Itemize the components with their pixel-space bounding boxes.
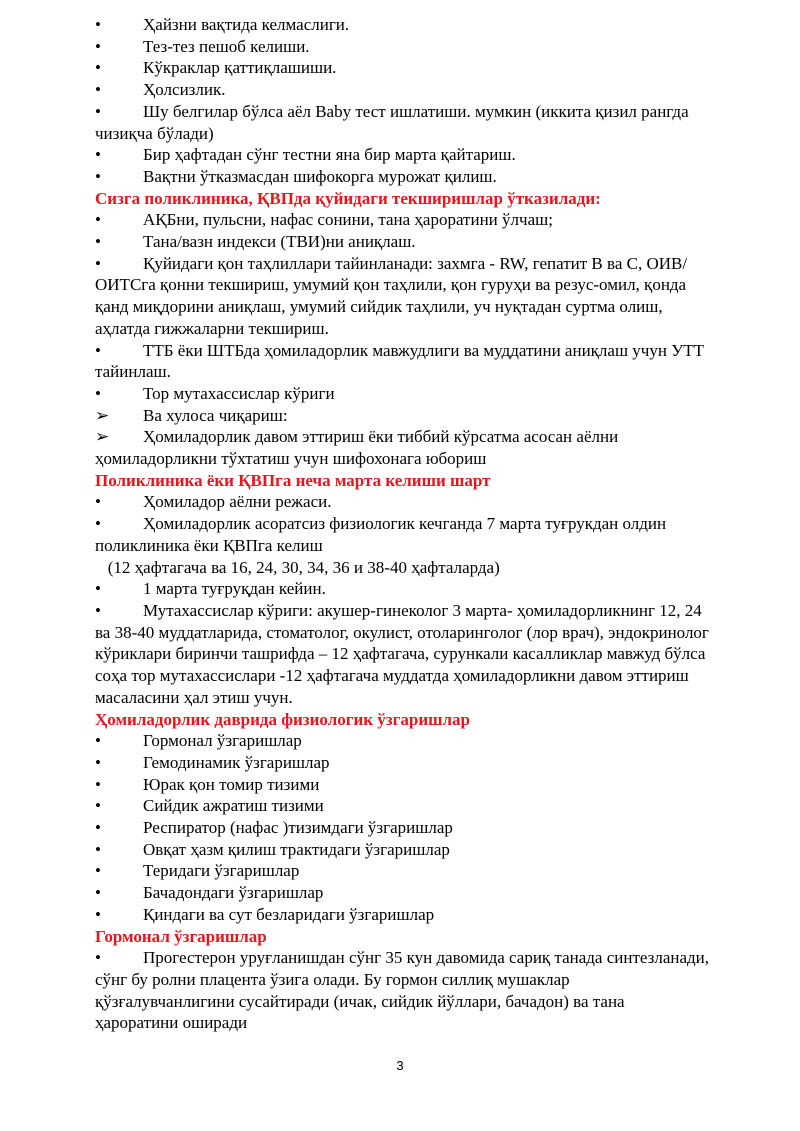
list-item-text: АҚБни, пульсни, нафас сонини, тана ҳароратини ўлчаш; (143, 210, 553, 230)
list-item-text: Гемодинамик ўзгаришлар (143, 752, 330, 772)
list-item-text: Юрак қон томир тизими (143, 774, 320, 794)
bullet-icon: • (95, 774, 101, 794)
list-item-text: Тана/вазн индекси (ТВИ)ни аниқлаш. (143, 232, 416, 252)
page-number: 3 (396, 1058, 404, 1073)
list-item-text: Шу белгилар бўлса аёл Baby тест ишлатиши. мумкин (иккита қизил рангда чизиқча бўлади) (95, 101, 689, 143)
bullet-icon: • (95, 948, 101, 968)
bullet-item (95, 795, 710, 817)
bullet-item (95, 600, 710, 709)
bullet-icon: • (95, 861, 101, 881)
list-item-text: ТТБ ёки ШТБда ҳомиладорлик мавжудлиги ва муддатини аниқлаш учун УТТ тайинлаш. (95, 340, 705, 382)
bullet-icon: • (95, 796, 101, 816)
bullet-icon: • (95, 232, 101, 252)
arrow-bullet-icon: ➢ (95, 405, 110, 425)
bullet-icon: • (95, 818, 101, 838)
list-item-text: Ҳомиладорлик асоратсиз физиологик кечганда 7 марта туғрукдан олдин поликлиника ёки ҚВПга келиш (95, 514, 667, 555)
bullet-icon: • (95, 80, 101, 100)
list-item-text: Тор мутахассислар кўриги (143, 383, 335, 403)
bullet-item (95, 166, 710, 188)
bullet-icon: • (95, 514, 101, 534)
bullet-icon: • (95, 166, 101, 186)
list-item-text: Қуйидаги қон таҳлиллари тайинланади: захмга - RW, гепатит В ва С, ОИВ/ОИТСга қонни текшириш, умумий қон таҳлили, қон гуруҳи ва резус-омил, қонда қанд миқдорини аниқлаш, умумий сийдик таҳлили, уч нуқтадан суртма олиш, аҳлатда гижжаларни текшириш. (95, 253, 688, 338)
bullet-item (95, 57, 710, 79)
list-item-text: Бачадондаги ўзгаришлар (143, 883, 324, 903)
bullet-item (95, 947, 710, 1034)
list-item-text: 1 марта туғруқдан кейин. (143, 579, 326, 599)
bullet-icon: • (95, 600, 101, 620)
bullet-icon: • (95, 883, 101, 903)
list-item-text: Ҳомиладор аёлни режаси. (143, 492, 332, 512)
bullet-item (95, 904, 710, 926)
bullet-icon: • (95, 731, 101, 751)
bullet-item (95, 253, 710, 340)
list-item-text: Теридаги ўзгаришлар (143, 861, 300, 881)
bullet-item (95, 882, 710, 904)
list-item-text: Вақтни ўтказмасдан шифокорга мурожат қилиш. (143, 166, 497, 186)
arrow-item (95, 426, 710, 469)
bullet-item (95, 817, 710, 839)
bullet-item (95, 860, 710, 882)
bullet-icon: • (95, 383, 101, 403)
bullet-item (95, 231, 710, 253)
bullet-item (95, 774, 710, 796)
bullet-item (95, 491, 710, 513)
bullet-icon: • (95, 492, 101, 512)
bullet-icon: • (95, 253, 101, 273)
bullet-icon: • (95, 101, 101, 121)
list-item-text: Қиндаги ва сут безларидаги ўзгаришлар (143, 904, 435, 924)
list-item-text: Ҳомиладорлик давом эттириш ёки тиббий кўрсатма асосан аёлни ҳомиладорликни тўхтатиш учун шифохонага юбориш (95, 427, 619, 469)
list-item-text: Сийдик ажратиш тизими (143, 796, 324, 816)
section-heading: Гормонал ўзгаришлар (95, 926, 267, 946)
bullet-icon: • (95, 752, 101, 772)
list-item-text: Прогестерон уруғланишдан сўнг 35 кун давомида сариқ танада синтезланади, сўнг бу ролни плацента ўзига олади. Бу гормон силлиқ мушаклар қўзғалувчанлигини сусайтиради (ичак, сийдик йўллари, бачадон) ва тана ҳароратини оширади (95, 948, 710, 1033)
document-page (95, 14, 710, 1034)
section-heading: Сизга поликлиника, ҚВПда қуйидаги текширишлар ўтказилади: (95, 188, 601, 208)
bullet-icon: • (95, 340, 101, 360)
list-item-text: Респиратор (нафас )тизимдаги ўзгаришлар (143, 818, 453, 838)
list-item-text: Кўкраклар қаттиқлашиши. (143, 58, 337, 78)
paragraph-text: (12 ҳафтагача ва 16, 24, 30, 34, 36 и 38-40 ҳафталарда) (95, 557, 500, 577)
arrow-bullet-icon: ➢ (95, 427, 110, 447)
bullet-icon: • (95, 58, 101, 78)
bullet-item (95, 839, 710, 861)
bullet-icon: • (95, 15, 101, 34)
bullet-item (95, 14, 710, 36)
list-item-text: Бир ҳафтадан сўнг тестни яна бир марта қайтариш. (143, 145, 516, 165)
bullet-item (95, 730, 710, 752)
list-item-text: Ҳолсизлик. (143, 80, 226, 100)
bullet-item (95, 36, 710, 58)
bullet-item (95, 340, 710, 383)
bullet-icon: • (95, 579, 101, 599)
list-item-text: Тез-тез пешоб келиши. (143, 36, 310, 56)
bullet-icon: • (95, 210, 101, 230)
arrow-item (95, 405, 710, 427)
list-item-text: Овқат ҳазм қилиш трактидаги ўзгаришлар (143, 839, 450, 859)
bullet-item (95, 209, 710, 231)
bullet-icon: • (95, 36, 101, 56)
bullet-icon: • (95, 145, 101, 165)
bullet-icon: • (95, 839, 101, 859)
bullet-item (95, 513, 710, 556)
bullet-item (95, 383, 710, 405)
bullet-item (95, 752, 710, 774)
list-item-text: Ҳайзни вақтида келмаслиги. (143, 15, 350, 34)
bullet-item (95, 144, 710, 166)
list-item-text: Гормонал ўзгаришлар (143, 731, 302, 751)
bullet-item (95, 79, 710, 101)
section-heading: Ҳомиладорлик даврида физиологик ўзгаришлар (95, 709, 470, 729)
list-item-text: Ва хулоса чиқариш: (143, 405, 288, 425)
list-item-text: Мутахассислар кўриги: акушер-гинеколог 3 марта- ҳомиладорликнинг 12, 24 ва 38-40 муддатларида, стоматолог, окулист, отоларинголог (лор врач), эндокринолог кўриклари биринчи ташрифда – 12 ҳафтагача, сурункали касалликлар мавжуд бўлса соҳа тор мутахассислари -12 ҳафтагача муддатда ҳомиладорликни давом эттириш масаласини ҳал этиш учун. (95, 600, 709, 707)
bullet-item (95, 101, 710, 144)
bullet-icon: • (95, 904, 101, 924)
bullet-item (95, 578, 710, 600)
section-heading: Поликлиника ёки ҚВПга неча марта келиши шарт (95, 470, 491, 490)
